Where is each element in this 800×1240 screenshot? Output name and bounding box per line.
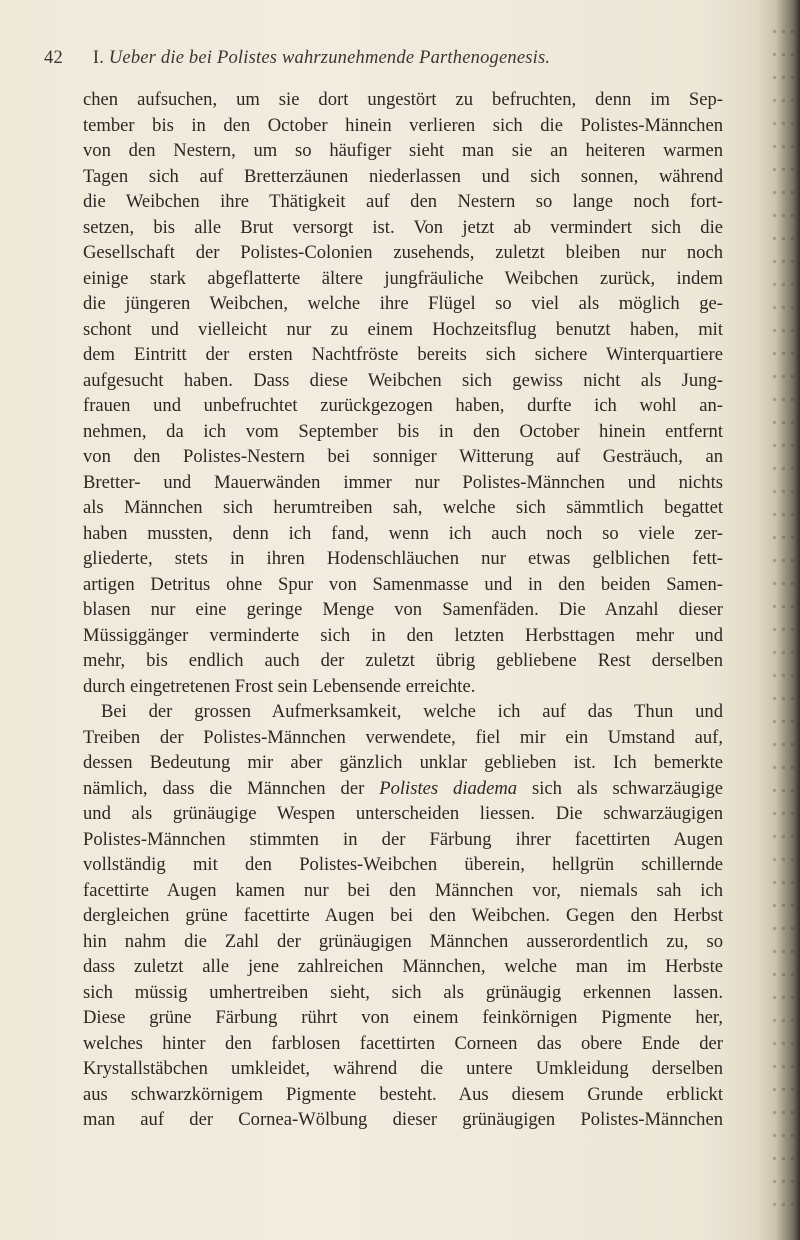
text-line: die Weibchen ihre Thätigkeit auf den Nestern so lange noch fort- — [83, 191, 723, 212]
text-line: dergleichen grüne facettirte Augen bei den Weibchen. Gegen den Herbst — [83, 905, 723, 926]
running-head — [44, 44, 724, 72]
text-line: nämlich, dass die Männchen der Polistes diadema sich als schwarzäugige — [83, 777, 723, 799]
body-text — [83, 87, 723, 1133]
text-line: einige stark abgeflatterte ältere jungfräuliche Weibchen zurück, indem — [83, 267, 723, 289]
text-line: als Männchen sich herumtreiben sah, welche sich sämmtlich begattet — [83, 497, 723, 518]
text-line: dem Eintritt der ersten Nachtfröste bereits sich sichere Winterquartiere — [83, 344, 723, 365]
text-line: aufgesucht haben. Dass diese Weibchen sich gewiss nicht als Jung- — [83, 369, 723, 391]
text-line: Krystallstäbchen umkleidet, während die untere Umkleidung derselben — [83, 1058, 723, 1079]
text-line: blasen nur eine geringe Menge von Samenfäden. Die Anzahl dieser — [83, 599, 723, 620]
text-line: chen aufsuchen, um sie dort ungestört zu befruchten, denn im Sep- — [83, 89, 723, 110]
text-line: Diese grüne Färbung rührt von einem feinkörnigen Pigmente her, — [83, 1007, 723, 1028]
paragraph — [83, 87, 723, 699]
text-line: Tagen sich auf Bretterzäunen niederlassen und sich sonnen, während — [83, 165, 723, 187]
text-line: durch eingetretenen Frost sein Lebensende erreichte. — [83, 675, 476, 697]
text-line: vollständig mit den Polistes-Weibchen überein, hellgrün schillernde — [83, 854, 723, 875]
text-line: Gesellschaft der Polistes-Colonien zusehends, zuletzt bleiben nur noch — [83, 242, 723, 263]
text-line: welches hinter den farblosen facettirten Corneen das obere Ende der — [83, 1032, 723, 1054]
text-line: von den Nestern, um so häufiger sieht man sie an heiteren warmen — [83, 140, 723, 161]
text-line: Bretter- und Mauerwänden immer nur Polistes-Männchen und nichts — [83, 471, 723, 493]
text-line: aus schwarzkörnigem Pigmente besteht. Aus diesem Grunde erblickt — [83, 1083, 723, 1105]
text-line: tember bis in den October hinein verlieren sich die Polistes-Männchen — [83, 114, 723, 136]
text-line: nehmen, da ich vom September bis in den October hinein entfernt — [83, 420, 723, 442]
text-line: dass zuletzt alle jene zahlreichen Männchen, welche man im Herbste — [83, 956, 723, 977]
text-line: gliederte, stets in ihren Hodenschläuchen nur etwas gelblichen fett- — [83, 548, 723, 569]
section-number: I. — [92, 48, 105, 68]
text-line: Müssiggänger verminderte sich in den letzten Herbsttagen mehr und — [83, 624, 723, 646]
text-line: man auf der Cornea-Wölbung dieser grünäugigen Polistes-Männchen — [83, 1109, 723, 1130]
text-line: Treiben der Polistes-Männchen verwendete, fiel mir ein Umstand auf, — [83, 726, 723, 748]
page-number: 42 — [44, 48, 63, 68]
text-line: von den Polistes-Nestern bei sonniger Witterung auf Gesträuch, an — [83, 446, 723, 467]
running-title: Ueber die bei Polistes wahrzunehmende Parthenogenesis. — [108, 48, 551, 68]
text-line: dessen Bedeutung mir aber gänzlich unklar geblieben ist. Ich bemerkte — [83, 752, 723, 773]
text-line: sich müssig umhertreiben sieht, sich als grünäugig erkennen lassen. — [83, 981, 723, 1003]
text-line: hin nahm die Zahl der grünäugigen Männchen ausserordentlich zu, so — [83, 930, 723, 952]
paragraph — [83, 699, 723, 1133]
text-line: artigen Detritus ohne Spur von Samenmasse und in den beiden Samen- — [83, 573, 723, 595]
binding-edge-texture — [770, 20, 796, 1220]
text-line: frauen und unbefruchtet zurückgezogen haben, durfte ich wohl an- — [83, 395, 723, 416]
text-line: mehr, bis endlich auch der zuletzt übrig gebliebene Rest derselben — [83, 650, 723, 671]
text-line: schont und vielleicht nur zu einem Hochzeitsflug benutzt haben, mit — [83, 318, 723, 340]
text-line: die jüngeren Weibchen, welche ihre Flügel so viel als möglich ge- — [83, 293, 723, 314]
text-line: Bei der grossen Aufmerksamkeit, welche ich auf das Thun und — [101, 701, 723, 722]
text-line: haben mussten, denn ich fand, wenn ich auch noch so viele zer- — [83, 522, 723, 544]
text-line: setzen, bis alle Brut versorgt ist. Von jetzt ab vermindert sich die — [83, 216, 723, 238]
italic-species-name: Polistes diadema — [379, 777, 518, 799]
text-line: und als grünäugige Wespen unterscheiden liessen. Die schwarzäugigen — [83, 803, 723, 824]
text-line: facettirte Augen kamen nur bei den Männchen vor, niemals sah ich — [83, 879, 723, 901]
text-line: Polistes-Männchen stimmten in der Färbung ihrer facettirten Augen — [83, 828, 723, 850]
